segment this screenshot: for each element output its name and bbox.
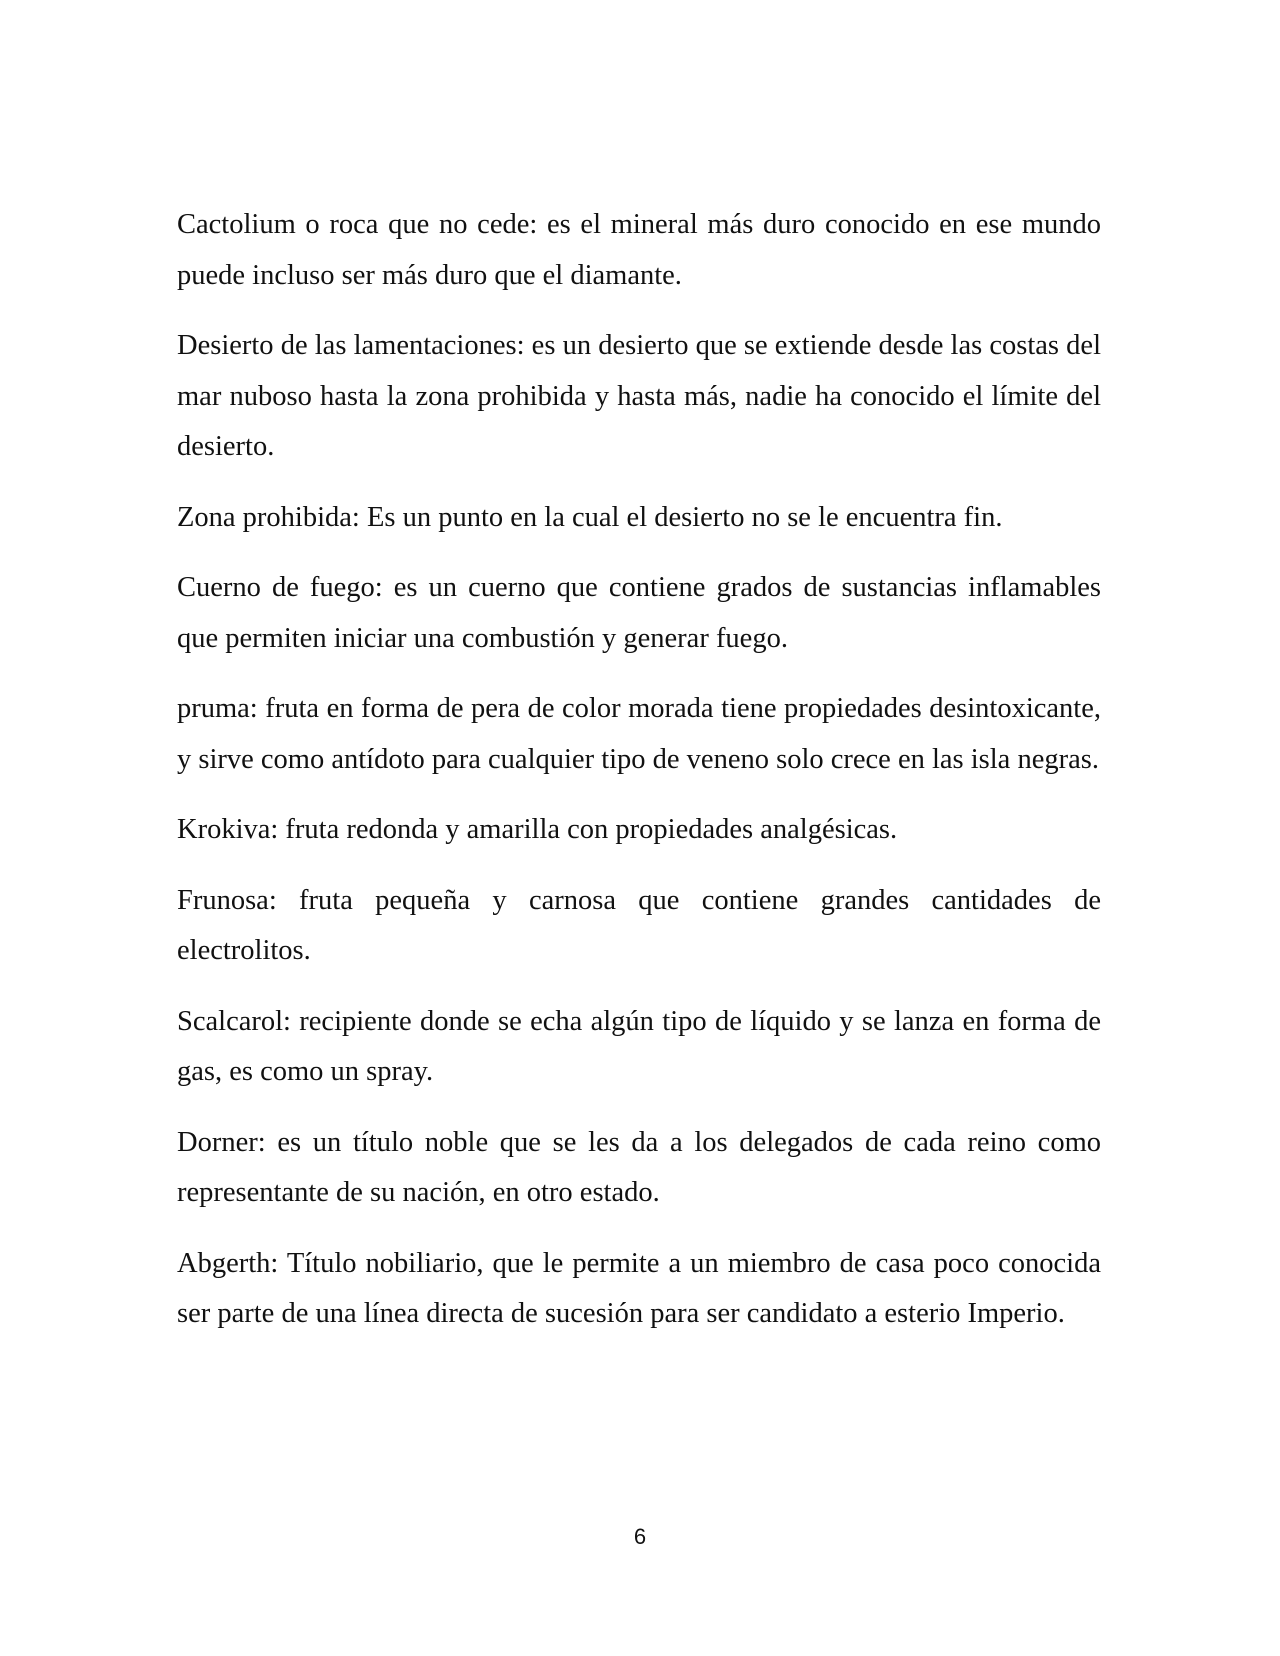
glossary-entry-dorner: Dorner: es un título noble que se les da a los delegados de cada reino como representante de su nación, en otro estado. [177,1126,1101,1208]
page-number: 6 [633,1524,647,1549]
glossary-body [177,200,1101,1360]
glossary-entry-krokiva: Krokiva: fruta redonda y amarilla con propiedades analgésicas. [177,814,898,845]
glossary-entry-zona-prohibida: Zona prohibida: Es un punto en la cual el desierto no se le encuentra fin. [177,501,1003,533]
glossary-entry-abgerth: Abgerth: Título nobiliario, que le permite a un miembro de casa poco conocida ser parte de una línea directa de sucesión para ser candidato a esterio Imperio. [177,1247,1101,1329]
glossary-entry-desierto-lamentaciones: Desierto de las lamentaciones: es un desierto que se extiende desde las costas del mar nuboso hasta la zona prohibida y hasta más, nadie ha conocido el límite del desierto. [177,330,1101,462]
glossary-entry-scalcarol: Scalcarol: recipiente donde se echa algún tipo de líquido y se lanza en forma de gas, es como un spray. [177,1005,1101,1087]
glossary-entry-cuerno-fuego: Cuerno de fuego: es un cuerno que contiene grados de sustancias inflamables que permiten iniciar una combustión y generar fuego. [177,572,1101,654]
glossary-entry-frunosa: Frunosa: fruta pequeña y carnosa que contiene grandes cantidades de electrolitos. [177,884,1101,966]
glossary-entry-cactolium: Cactolium o roca que no cede: es el mineral más duro conocido en ese mundo puede incluso ser más duro que el diamante. [177,209,1101,291]
glossary-entry-pruma: pruma: fruta en forma de pera de color morada tiene propiedades desintoxicante, y sirve como antídoto para cualquier tipo de veneno solo crece en las isla negras. [177,693,1101,775]
